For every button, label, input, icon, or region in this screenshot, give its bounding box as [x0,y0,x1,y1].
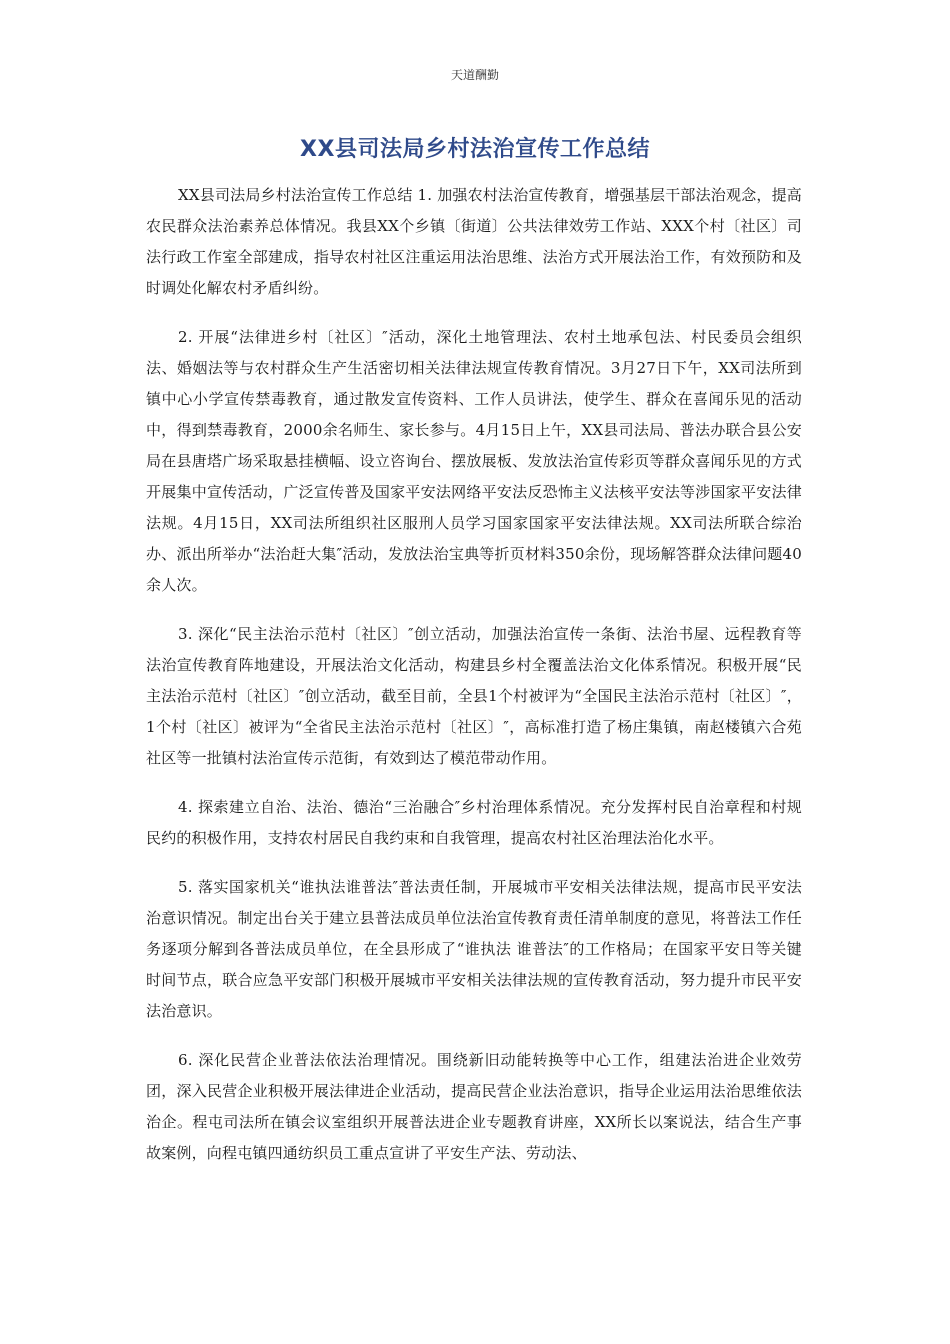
document-body [146,180,802,1187]
paragraph-1: XX县司法局乡村法治宣传工作总结 1. 加强农村法治宣传教育，增强基层干部法治观念，提高农民群众法治素养总体情况。我县XX个乡镇〔街道〕公共法律效劳工作站、XXX个村〔社区〕司法行政工作室全部建成，指导农村社区注重运用法治思维、法治方式开展法治工作，有效预防和及时调处化解农村矛盾纠纷。 [146,186,803,297]
document-title: XX县司法局乡村法治宣传工作总结 [300,137,650,162]
paragraph-2: 2. 开展“法律进乡村〔社区〕″活动，深化土地管理法、农村土地承包法、村民委员会组织法、婚姻法等与农村群众生产生活密切相关法律法规宣传教育情况。3月27日下午，XX司法所到镇中心小学宣传禁毒教育，通过散发宣传资料、工作人员讲法，使学生、群众在喜闻乐见的活动中，得到禁毒教育，2000余名师生、家长参与。4月15日上午，XX县司法局、普法办联合县公安局在县唐塔广场采取悬挂横幅、设立咨询台、摆放展板、发放法治宣传彩页等群众喜闻乐见的方式开展集中宣传活动，广泛宣传普及国家平安法网络平安法反恐怖主义法核平安法等涉国家平安法律法规。4月15日，XX司法所组织社区服刑人员学习国家国家平安法律法规。XX司法所联合综治办、派出所举办“法治赶大集″活动，发放法治宝典等折页材料350余份，现场解答群众法律问题40余人次。 [146,328,802,594]
paragraph-4: 4. 探索建立自治、法治、德治“三治融合″乡村治理体系情况。充分发挥村民自治章程和村规民约的积极作用，支持农村居民自我约束和自我管理，提高农村社区治理法治化水平。 [146,798,802,847]
header-note: 天道酬勤 [450,68,499,82]
paragraph-5: 5. 落实国家机关“谁执法谁普法″普法责任制，开展城市平安相关法律法规，提高市民平安法治意识情况。制定出台关于建立县普法成员单位法治宣传教育责任清单制度的意见，将普法工作任务逐项分解到各普法成员单位，在全县形成了“谁执法 谁普法″的工作格局；在国家平安日等关键时间节点，联合应急平安部门积极开展城市平安相关法律法规的宣传教育活动，努力提升市民平安法治意识。 [146,878,803,1020]
paragraph-6: 6. 深化民营企业普法依法治理情况。围绕新旧动能转换等中心工作，组建法治进企业效劳团，深入民营企业积极开展法律进企业活动，提高民营企业法治意识，指导企业运用法治思维依法治企。程屯司法所在镇会议室组织开展普法进企业专题教育讲座，XX所长以案说法，结合生产事故案例，向程屯镇四通纺织员工重点宣讲了平安生产法、劳动法、 [146,1051,802,1162]
paragraph-3: 3. 深化“民主法治示范村〔社区〕″创立活动，加强法治宣传一条街、法治书屋、远程教育等法治宣传教育阵地建设，开展法治文化活动，构建县乡村全覆盖法治文化体系情况。积极开展“民主法治示范村〔社区〕″创立活动，截至目前，全县1个村被评为“全国民主法治示范村〔社区〕″，1个村〔社区〕被评为“全省民主法治示范村〔社区〕″，高标准打造了杨庄集镇，南赵楼镇六合苑社区等一批镇村法治宣传示范街，有效到达了模范带动作用。 [146,625,802,767]
